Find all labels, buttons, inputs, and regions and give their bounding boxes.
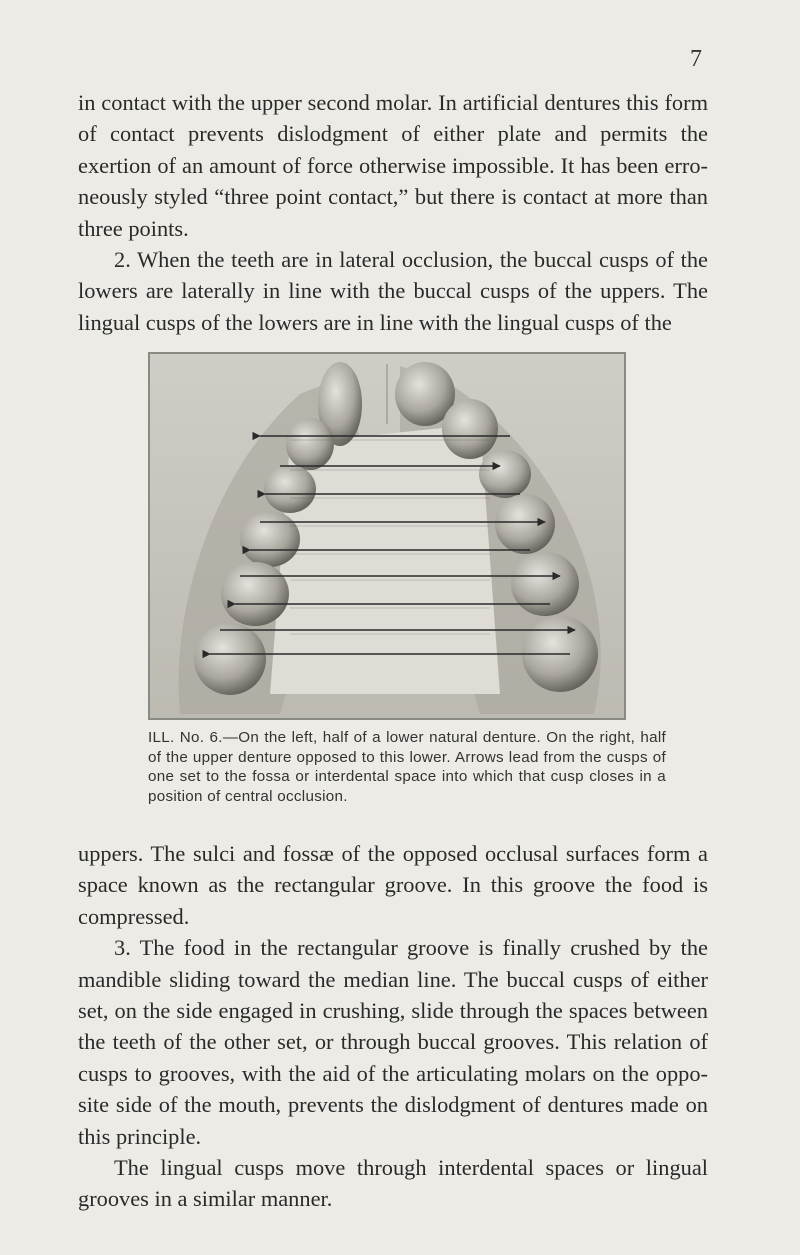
paragraph: 2. When the teeth are in lateral occlusion, the buccal cusps of the lowers are laterally in line with the buccal cusps of the uppers. The lingual cusps of the lowers are in line with the lingual cusps of the (78, 247, 708, 335)
paragraph: in contact with the upper second molar. In artificial dentures this form of contact prevents dislodgment of either plate and permits the exertion of an amount of force otherwise impossible. It has been erroneously styled “three point contact,” but there is contact at more than three points. (78, 90, 708, 241)
caption-text: —On the left, half of a lower natural denture. On the right, half of the upper denture opposed to this lower. Arrows lead from the cusps of one set to the fossa or interdental space into which that cusp closes in a position of central occlusion. (148, 729, 667, 805)
caption-label: ILL. No. 6. (148, 729, 223, 746)
paragraph: The lingual cusps move through interdental spaces or lingual grooves in a similar manner. (78, 1155, 708, 1212)
dental-occlusion-photo (148, 352, 626, 720)
body-text-bottom (78, 838, 708, 1215)
body-text-top (78, 87, 708, 338)
figure-caption (148, 728, 666, 806)
paragraph: 3. The food in the rectangular groove is finally crushed by the mandible sliding toward the median line. The buccal cusps of either set, on the side engaged in crushing, slide through the spaces between the teeth of the other set, or through buccal grooves. This relation of cusps to grooves, with the aid of the articulating molars on the opposite side of the mouth, prevents the dislodgment of dentures made on this principle. (78, 935, 708, 1149)
paragraph: uppers. The sulci and fossæ of the opposed occlusal surfaces form a space known as the rectangular groove. In this groove the food is compressed. (78, 841, 708, 929)
page-number: 7 (690, 46, 702, 72)
denture-illustration (150, 354, 624, 718)
